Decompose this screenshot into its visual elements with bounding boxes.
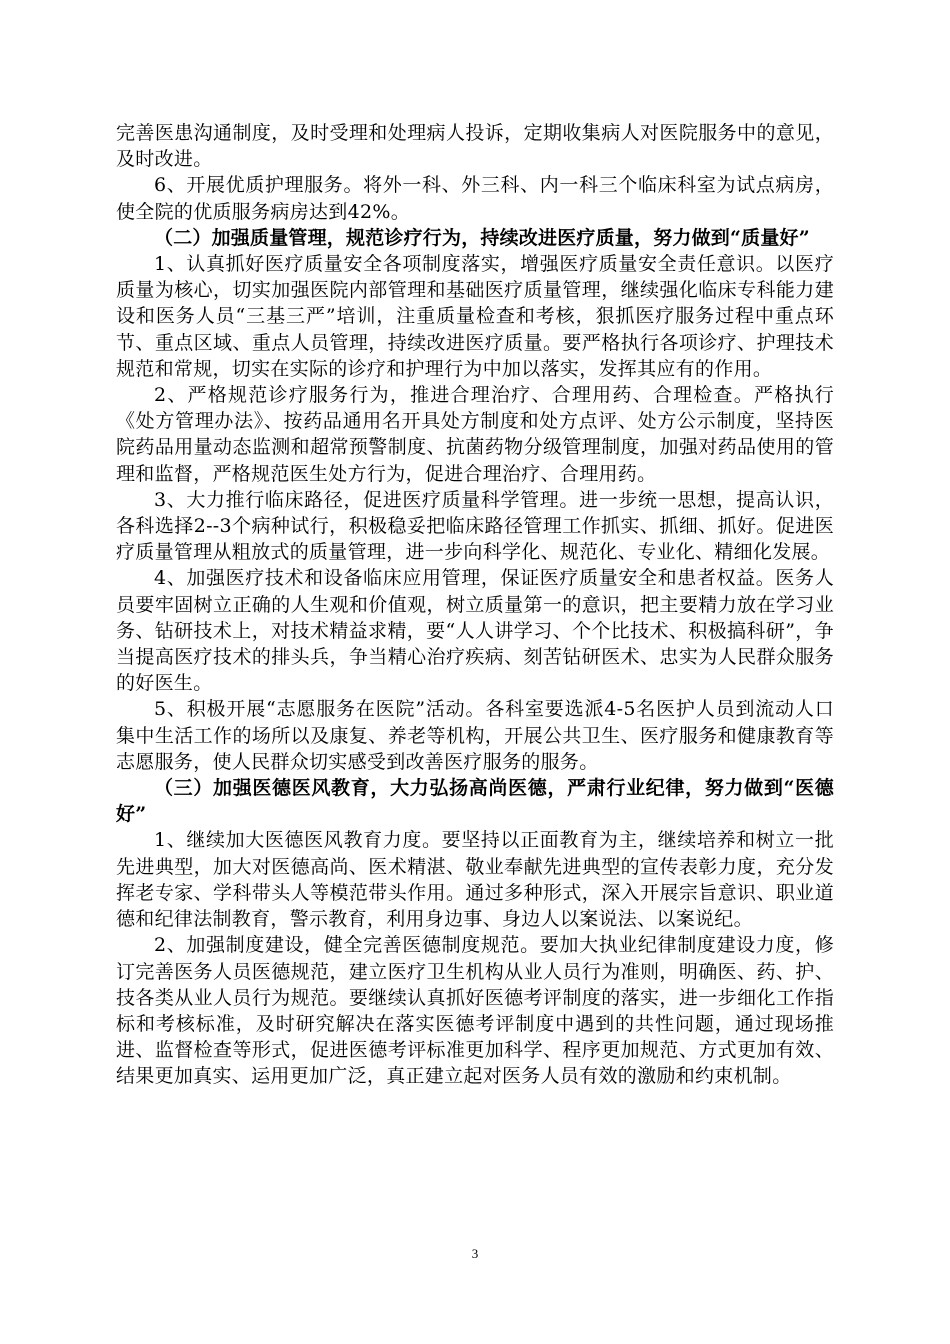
section-heading-2: （二）加强质量管理，规范诊疗行为，持续改进医疗质量，努力做到“质量好” <box>154 226 810 249</box>
paragraph-item-2-section-3: 2、加强制度建设，健全完善医德制度规范。要加大执业纪律制度建设力度，修订完善医务人员医德规范，建立医疗卫生机构从业人员行为准则，明确医、药、护、技各类从业人员行为规范。要继续认真抓好医德考评制度的落实，进一步细化工作指标和考核标准，及时研究解决在落实医德考评制度中遇到的共性问题，通过现场推进、监督检查等形式，促进医德考评标准更加科学、程序更加规范、方式更加有效、结果更加真实、运用更加广泛，真正建立起对医务人员有效的激励和约束机制。 <box>116 934 834 1088</box>
paragraph-item-2: 2、严格规范诊疗服务行为，推进合理治疗、合理用药、合理检查。严格执行《处方管理办法》、按药品通用名开具处方制度和处方点评、处方公示制度，坚持医院药品用量动态监测和超常预警制度、抗菌药物分级管理制度，加强对药品使用的管理和监督，严格规范医生处方行为，促进合理治疗、合理用药。 <box>116 384 834 485</box>
paragraph-item-4: 4、加强医疗技术和设备临床应用管理，保证医疗质量安全和患者权益。医务人员要牢固树立正确的人生观和价值观，树立质量第一的意识，把主要精力放在学习业务、钻研技术上，对技术精益求精，要“人人讲学习、个个比技术、积极搞科研”，争当提高医疗技术的排头兵，争当精心治疗疾病、刻苦钻研医术、忠实为人民群众服务的好医生。 <box>116 567 834 695</box>
section-heading-3: （三）加强医德医风教育，大力弘扬高尚医德，严肃行业纪律，努力做到“医德好” <box>116 777 834 826</box>
paragraph-item-6: 6、开展优质护理服务。将外一科、外三科、内一科三个临床科室为试点病房，使全院的优质服务病房达到42%。 <box>116 174 834 223</box>
paragraph-item-3: 3、大力推行临床路径，促进医疗质量科学管理。进一步统一思想，提高认识，各科选择2--3个病种试行，积极稳妥把临床路径管理工作抓实、抓细、抓好。促进医疗质量管理从粗放式的质量管理，进一步向科学化、规范化、专业化、精细化发展。 <box>116 488 834 564</box>
document-body <box>116 120 834 1090</box>
page-number: 3 <box>471 1246 479 1261</box>
paragraph-item-1: 1、认真抓好医疗质量安全各项制度落实，增强医疗质量安全责任意识。以医疗质量为核心，切实加强医院内部管理和基础医疗质量管理，继续强化临床专科能力建设和医务人员“三基三严”培训，注重质量检查和考核，狠抓医疗服务过程中重点环节、重点区域、重点人员管理，持续改进医疗质量。要严格执行各项诊疗、护理技术规范和常规，切实在实际的诊疗和护理行为中加以落实，发挥其应有的作用。 <box>116 253 834 380</box>
paragraph-item-1-section-3: 1、继续加大医德医风教育力度。要坚持以正面教育为主，继续培养和树立一批先进典型，加大对医德高尚、医术精湛、敬业奉献先进典型的宣传表彰力度，充分发挥老专家、学科带头人等模范带头作用。通过多种形式，深入开展宗旨意识、职业道德和纪律法制教育，警示教育，利用身边事、身边人以案说法、以案说纪。 <box>116 829 834 931</box>
paragraph-continuation: 完善医患沟通制度，及时受理和处理病人投诉，定期收集病人对医院服务中的意见，及时改进。 <box>116 122 834 171</box>
paragraph-item-5: 5、积极开展“志愿服务在医院”活动。各科室要选派4-5名医护人员到流动人口集中生活工作的场所以及康复、养老等机构，开展公共卫生、医疗服务和健康教育等志愿服务，使人民群众切实感受到改善医疗服务的服务。 <box>116 698 834 773</box>
